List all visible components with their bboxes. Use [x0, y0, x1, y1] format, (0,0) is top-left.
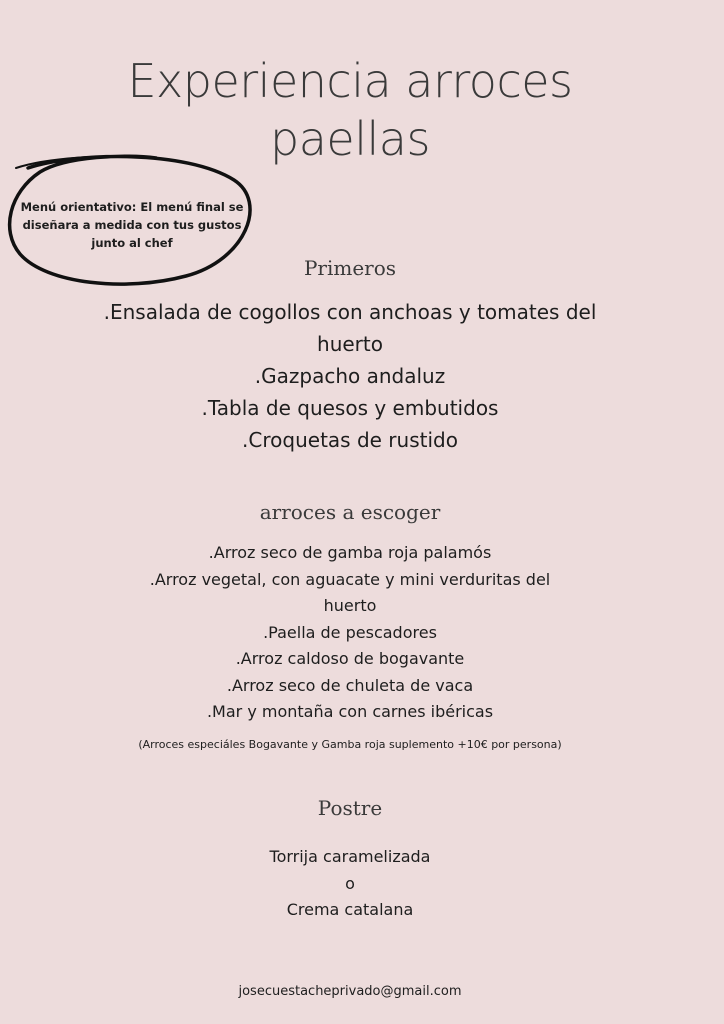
list-item: .Paella de pescadores: [263, 622, 437, 642]
arroces-heading: arroces a escoger: [259, 500, 441, 524]
primeros-heading: Primeros: [303, 256, 397, 280]
postre-list: [0, 844, 700, 924]
list-item: .Ensalada de cogollos con anchoas y tomates del: [103, 300, 597, 324]
title-line-1: Experiencia arroces: [127, 54, 573, 108]
list-item: .Arroz vegetal, con aguacate y mini verduritas del: [149, 569, 551, 589]
list-item: .Gazpacho andaluz: [254, 364, 446, 388]
primeros-list: [30, 296, 670, 456]
list-item: .Croquetas de rustido: [242, 428, 458, 452]
arroces-list: [80, 540, 620, 726]
list-item: .Arroz caldoso de bogavante: [235, 649, 465, 668]
list-item: .Tabla de quesos y embutidos: [201, 396, 499, 420]
list-item: Torrija caramelizada: [269, 847, 431, 866]
list-item: .Mar y montaña con carnes ibéricas: [206, 702, 494, 721]
list-item: huerto: [317, 332, 383, 356]
note-text: [12, 198, 252, 252]
note-line-3: junto al chef: [91, 236, 173, 250]
supplement-note: (Arroces especiáles Bogavante y Gamba roja suplemento +10€ por persona): [138, 738, 562, 751]
contact-email[interactable]: josecuestacheprivado@gmail.com: [238, 984, 462, 999]
list-item: .Arroz seco de chuleta de vaca: [226, 675, 474, 695]
list-item: .Arroz seco de gamba roja palamós: [208, 543, 492, 562]
list-item: Crema catalana: [286, 900, 414, 919]
postre-heading: Postre: [317, 796, 383, 820]
list-item: huerto: [323, 596, 377, 615]
note-line-2: diseñara a medida con tus gustos: [22, 218, 242, 232]
list-item: o: [345, 873, 355, 893]
note-line-1: Menú orientativo: El menú final se: [20, 200, 244, 214]
title-line-2: paellas: [270, 112, 430, 166]
